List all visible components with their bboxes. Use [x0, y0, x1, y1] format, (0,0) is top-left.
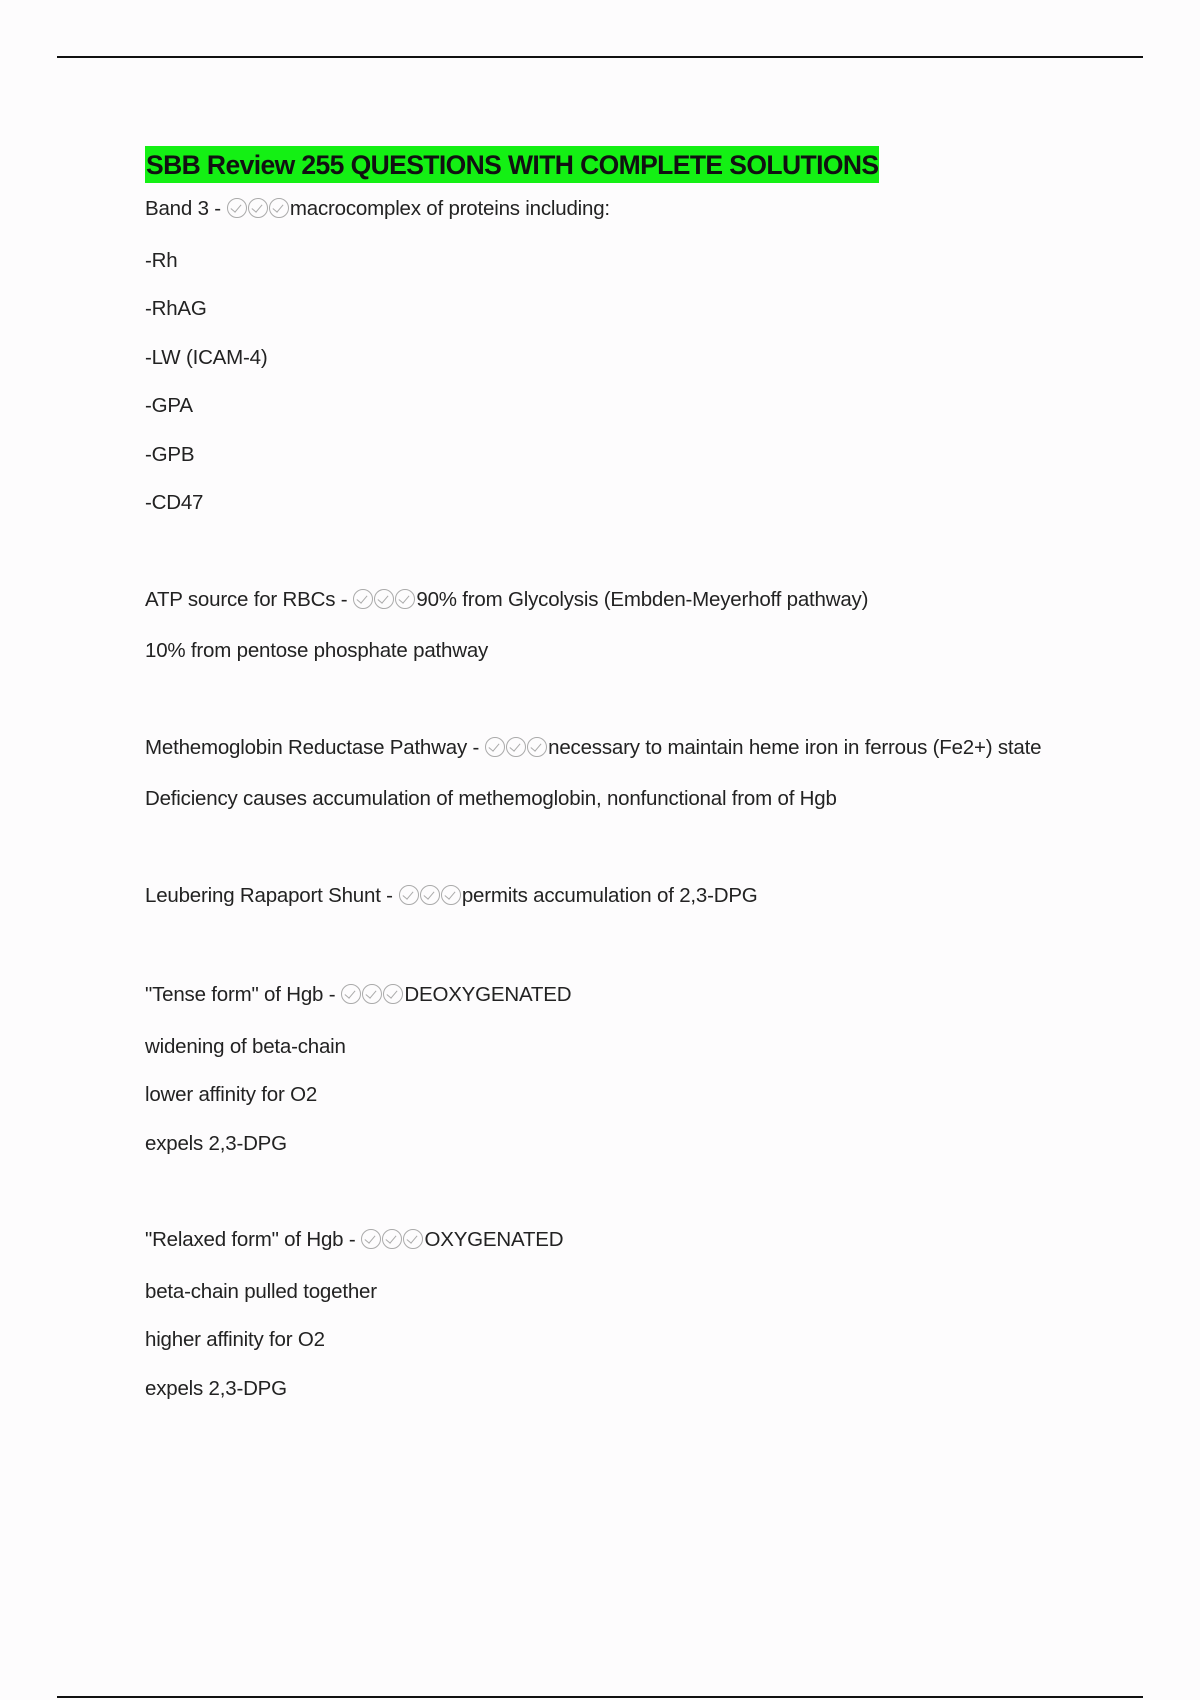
qa-question — [145, 979, 1085, 1015]
qa-entry — [145, 1224, 1085, 1405]
check-circle-icon — [341, 984, 361, 1004]
check-circle-icon — [382, 1229, 402, 1249]
check-icon-group — [399, 883, 462, 916]
spacer — [145, 931, 1085, 979]
check-circle-icon — [248, 198, 268, 218]
document-title: SBB Review 255 QUESTIONS WITH COMPLETE SOLUTIONS — [145, 146, 879, 183]
check-circle-icon — [399, 885, 419, 905]
check-circle-icon — [227, 198, 247, 218]
term: Methemoglobin Reductase Pathway - — [145, 735, 480, 759]
answer: macrocomplex of proteins including: — [289, 197, 610, 220]
check-circle-icon — [395, 589, 415, 609]
term: ATP source for RBCs - — [145, 587, 348, 611]
spacer — [145, 1176, 1085, 1224]
check-circle-icon — [420, 885, 440, 905]
check-icon-group — [485, 735, 548, 768]
answer-line: -GPB — [145, 442, 195, 466]
qa-entry — [145, 584, 1085, 668]
spacer — [145, 832, 1085, 880]
spacer — [145, 684, 1085, 732]
answer-line: -CD47 — [145, 491, 204, 514]
answer-line: -Rh — [145, 248, 178, 272]
qa-question — [145, 193, 1085, 229]
answer: 90% from Glycolysis (Embden-Meyerhoff pathway) — [416, 587, 869, 611]
check-icon-group — [353, 587, 416, 620]
qa-question — [145, 1224, 1085, 1260]
answer-line: lower affinity for O2 — [145, 1083, 318, 1106]
check-circle-icon — [485, 737, 505, 757]
answer-line: -RhAG — [145, 297, 207, 320]
check-circle-icon — [527, 737, 547, 757]
answer-line: beta-chain pulled together — [145, 1279, 377, 1303]
check-icon-group — [341, 982, 404, 1015]
answer-line: -LW (ICAM-4) — [145, 345, 268, 369]
answer: permits accumulation of 2,3-DPG — [461, 883, 758, 907]
answer-line: expels 2,3-DPG — [145, 1131, 287, 1155]
answer-line: widening of beta-chain — [145, 1034, 346, 1058]
check-circle-icon — [361, 1229, 381, 1249]
check-circle-icon — [506, 737, 526, 757]
answer-line: higher affinity for O2 — [145, 1328, 325, 1351]
check-circle-icon — [374, 589, 394, 609]
term: "Tense form" of Hgb - — [145, 983, 336, 1006]
answer-line: Deficiency causes accumulation of methemoglobin, nonfunctional from of Hgb — [145, 787, 837, 810]
check-circle-icon — [403, 1229, 423, 1249]
qa-entry — [145, 732, 1085, 816]
bottom-rule — [57, 1696, 1143, 1698]
document-body — [145, 146, 1085, 1421]
check-circle-icon — [383, 984, 403, 1004]
term: Band 3 - — [145, 197, 221, 220]
check-circle-icon — [269, 198, 289, 218]
check-circle-icon — [353, 589, 373, 609]
answer-line: expels 2,3-DPG — [145, 1376, 287, 1400]
top-rule — [57, 56, 1143, 58]
answer: DEOXYGENATED — [404, 983, 572, 1006]
answer: OXYGENATED — [424, 1228, 564, 1251]
answer-line: -GPA — [145, 394, 193, 417]
check-icon-group — [361, 1227, 424, 1260]
spacer — [145, 536, 1085, 584]
term: Leubering Rapaport Shunt - — [145, 883, 393, 907]
answer: necessary to maintain heme iron in ferrous (Fe2+) state — [548, 735, 1042, 759]
qa-entry — [145, 193, 1085, 520]
answer-line: 10% from pentose phosphate pathway — [145, 639, 489, 662]
qa-entry — [145, 880, 1085, 916]
check-circle-icon — [441, 885, 461, 905]
check-icon-group — [227, 196, 290, 229]
check-circle-icon — [362, 984, 382, 1004]
qa-entry — [145, 979, 1085, 1160]
qa-question — [145, 880, 1085, 916]
qa-question — [145, 732, 1085, 768]
term: "Relaxed form" of Hgb - — [145, 1228, 356, 1251]
qa-question — [145, 584, 1085, 620]
